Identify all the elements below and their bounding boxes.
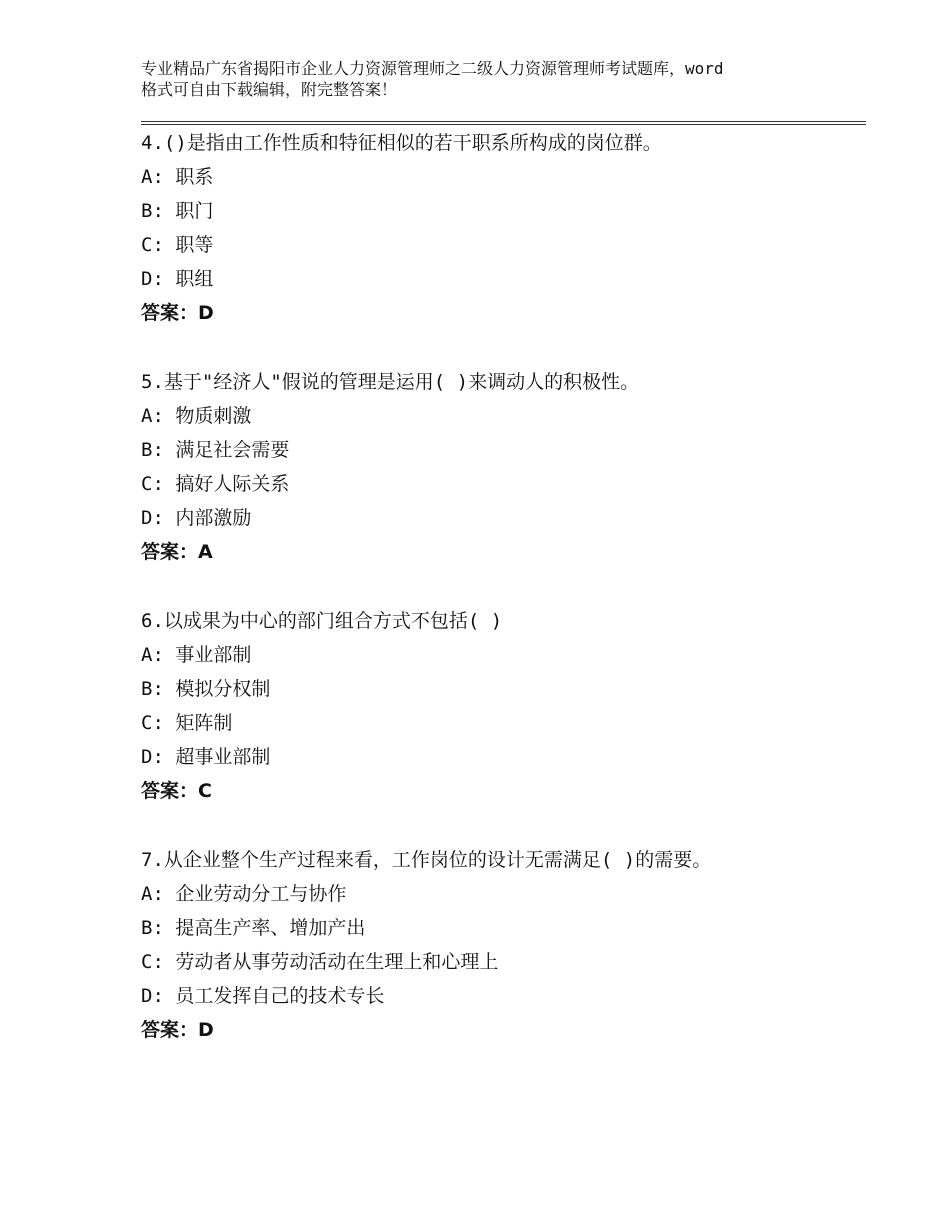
question-6 bbox=[141, 604, 866, 808]
header-divider-bottom bbox=[141, 124, 866, 125]
answer-label: 答案：D bbox=[141, 302, 214, 324]
answer-label: 答案：D bbox=[141, 1019, 214, 1041]
option-c: C: 搞好人际关系 bbox=[141, 473, 290, 495]
option-d: D: 超事业部制 bbox=[141, 746, 271, 768]
option-d: D: 职组 bbox=[141, 268, 214, 290]
option-d: D: 员工发挥自己的技术专长 bbox=[141, 985, 385, 1007]
question-7 bbox=[141, 843, 866, 1047]
document-header bbox=[141, 58, 841, 100]
question-stem: 7.从企业整个生产过程来看，工作岗位的设计无需满足( )的需要。 bbox=[141, 849, 712, 871]
option-b: B: 满足社会需要 bbox=[141, 439, 290, 461]
question-4 bbox=[141, 126, 866, 330]
option-a: A: 职系 bbox=[141, 166, 214, 188]
answer-label: 答案：C bbox=[141, 780, 212, 802]
question-5 bbox=[141, 365, 866, 569]
question-stem: 4.()是指由工作性质和特征相似的若干职系所构成的岗位群。 bbox=[141, 132, 662, 154]
header-divider-top bbox=[141, 121, 866, 122]
option-b: B: 职门 bbox=[141, 200, 214, 222]
question-stem: 6.以成果为中心的部门组合方式不包括( ) bbox=[141, 610, 503, 632]
header-line-2: 格式可自由下载编辑，附完整答案！ bbox=[141, 80, 398, 99]
option-c: C: 职等 bbox=[141, 234, 214, 256]
option-c: C: 矩阵制 bbox=[141, 712, 233, 734]
header-line-1: 专业精品广东省揭阳市企业人力资源管理师之二级人力资源管理师考试题库，word bbox=[141, 59, 724, 78]
option-b: B: 模拟分权制 bbox=[141, 678, 271, 700]
option-a: A: 事业部制 bbox=[141, 644, 252, 666]
option-b: B: 提高生产率、增加产出 bbox=[141, 917, 366, 939]
option-c: C: 劳动者从事劳动活动在生理上和心理上 bbox=[141, 951, 499, 973]
option-a: A: 物质刺激 bbox=[141, 405, 252, 427]
option-d: D: 内部激励 bbox=[141, 507, 252, 529]
answer-label: 答案：A bbox=[141, 541, 213, 563]
option-a: A: 企业劳动分工与协作 bbox=[141, 883, 347, 905]
question-stem: 5.基于"经济人"假说的管理是运用( )来调动人的积极性。 bbox=[141, 371, 640, 393]
